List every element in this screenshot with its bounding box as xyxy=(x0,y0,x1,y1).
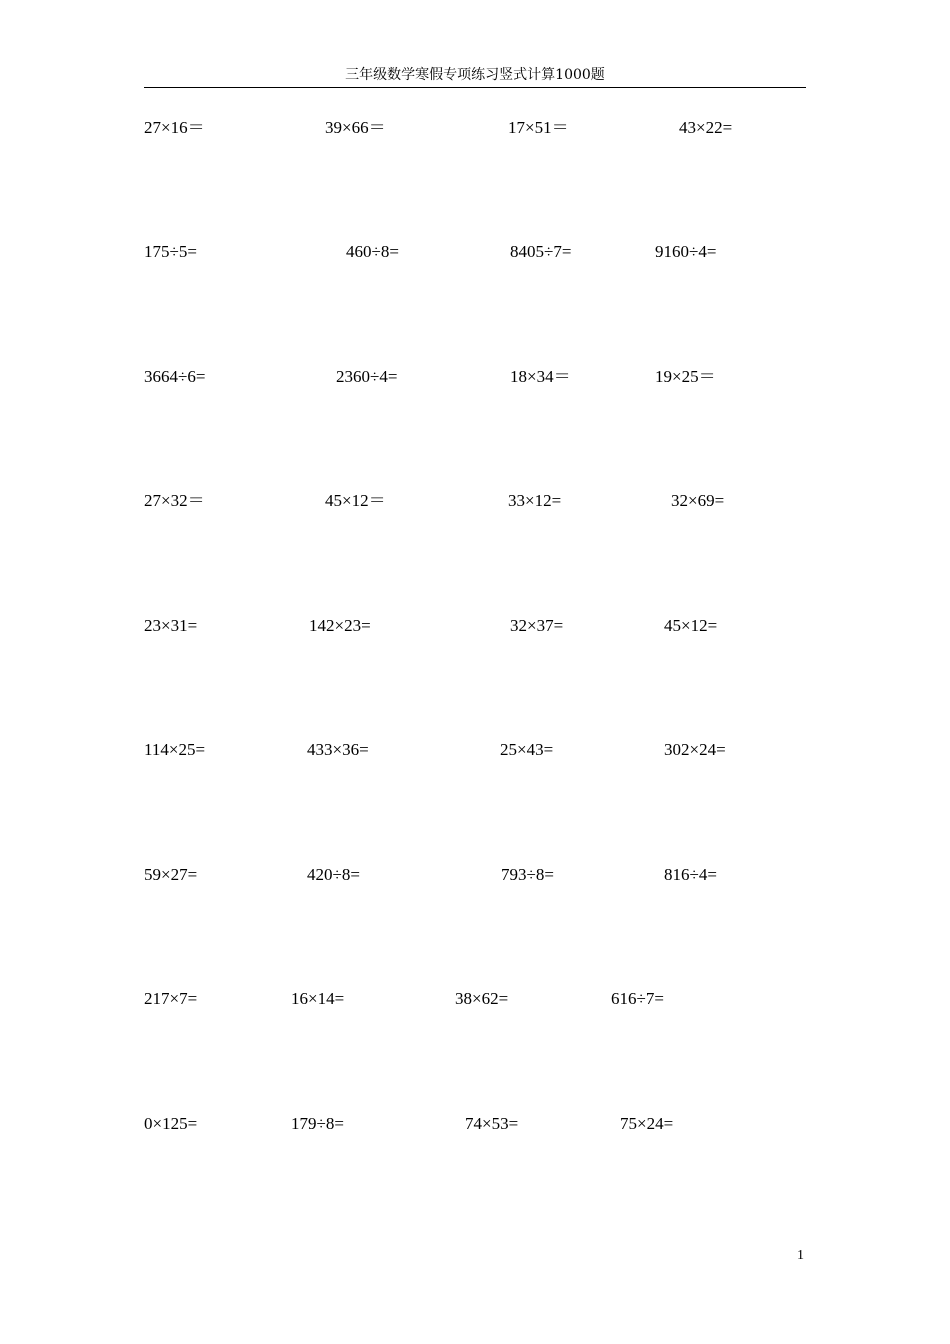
problem-5-3: 32×37= xyxy=(510,616,564,635)
problem-1-3: 17×51＝ xyxy=(508,118,569,137)
problem-6-1: 114×25= xyxy=(144,740,206,759)
header-title: 三年级数学寒假专项练习竖式计算1000题 xyxy=(345,67,605,83)
problem-3-2: 2360÷4= xyxy=(336,367,398,386)
problem-2-1: 175÷5= xyxy=(144,242,197,261)
problem-5-1: 23×31= xyxy=(144,616,198,635)
problem-8-1: 217×7= xyxy=(144,989,198,1008)
problem-3-3: 18×34＝ xyxy=(510,367,571,386)
problem-7-1: 59×27= xyxy=(144,865,198,884)
problem-5-2: 142×23= xyxy=(309,616,371,635)
problem-5-4: 45×12= xyxy=(664,616,718,635)
problem-8-3: 38×62= xyxy=(455,989,509,1008)
problem-8-2: 16×14= xyxy=(291,989,345,1008)
page-number: 1 xyxy=(797,1248,804,1263)
problem-7-2: 420÷8= xyxy=(307,865,360,884)
header-divider xyxy=(144,87,806,88)
problem-4-3: 33×12= xyxy=(508,491,562,510)
problem-8-4: 616÷7= xyxy=(611,989,664,1008)
problem-3-4: 19×25＝ xyxy=(655,367,716,386)
problem-9-4: 75×24= xyxy=(620,1114,674,1133)
problem-9-1: 0×125= xyxy=(144,1114,198,1133)
problem-2-4: 9160÷4= xyxy=(655,242,717,261)
problem-4-1: 27×32＝ xyxy=(144,491,205,510)
problem-6-3: 25×43= xyxy=(500,740,554,759)
problem-7-4: 816÷4= xyxy=(664,865,717,884)
problem-1-4: 43×22= xyxy=(679,118,733,137)
problem-7-3: 793÷8= xyxy=(501,865,554,884)
problem-3-1: 3664÷6= xyxy=(144,367,206,386)
problem-2-2: 460÷8= xyxy=(346,242,399,261)
problem-9-3: 74×53= xyxy=(465,1114,519,1133)
problem-1-2: 39×66＝ xyxy=(325,118,386,137)
problem-2-3: 8405÷7= xyxy=(510,242,572,261)
problem-6-4: 302×24= xyxy=(664,740,726,759)
problem-4-4: 32×69= xyxy=(671,491,725,510)
problem-1-1: 27×16＝ xyxy=(144,118,205,137)
problem-9-2: 179÷8= xyxy=(291,1114,344,1133)
problem-6-2: 433×36= xyxy=(307,740,369,759)
problem-4-2: 45×12＝ xyxy=(325,491,386,510)
